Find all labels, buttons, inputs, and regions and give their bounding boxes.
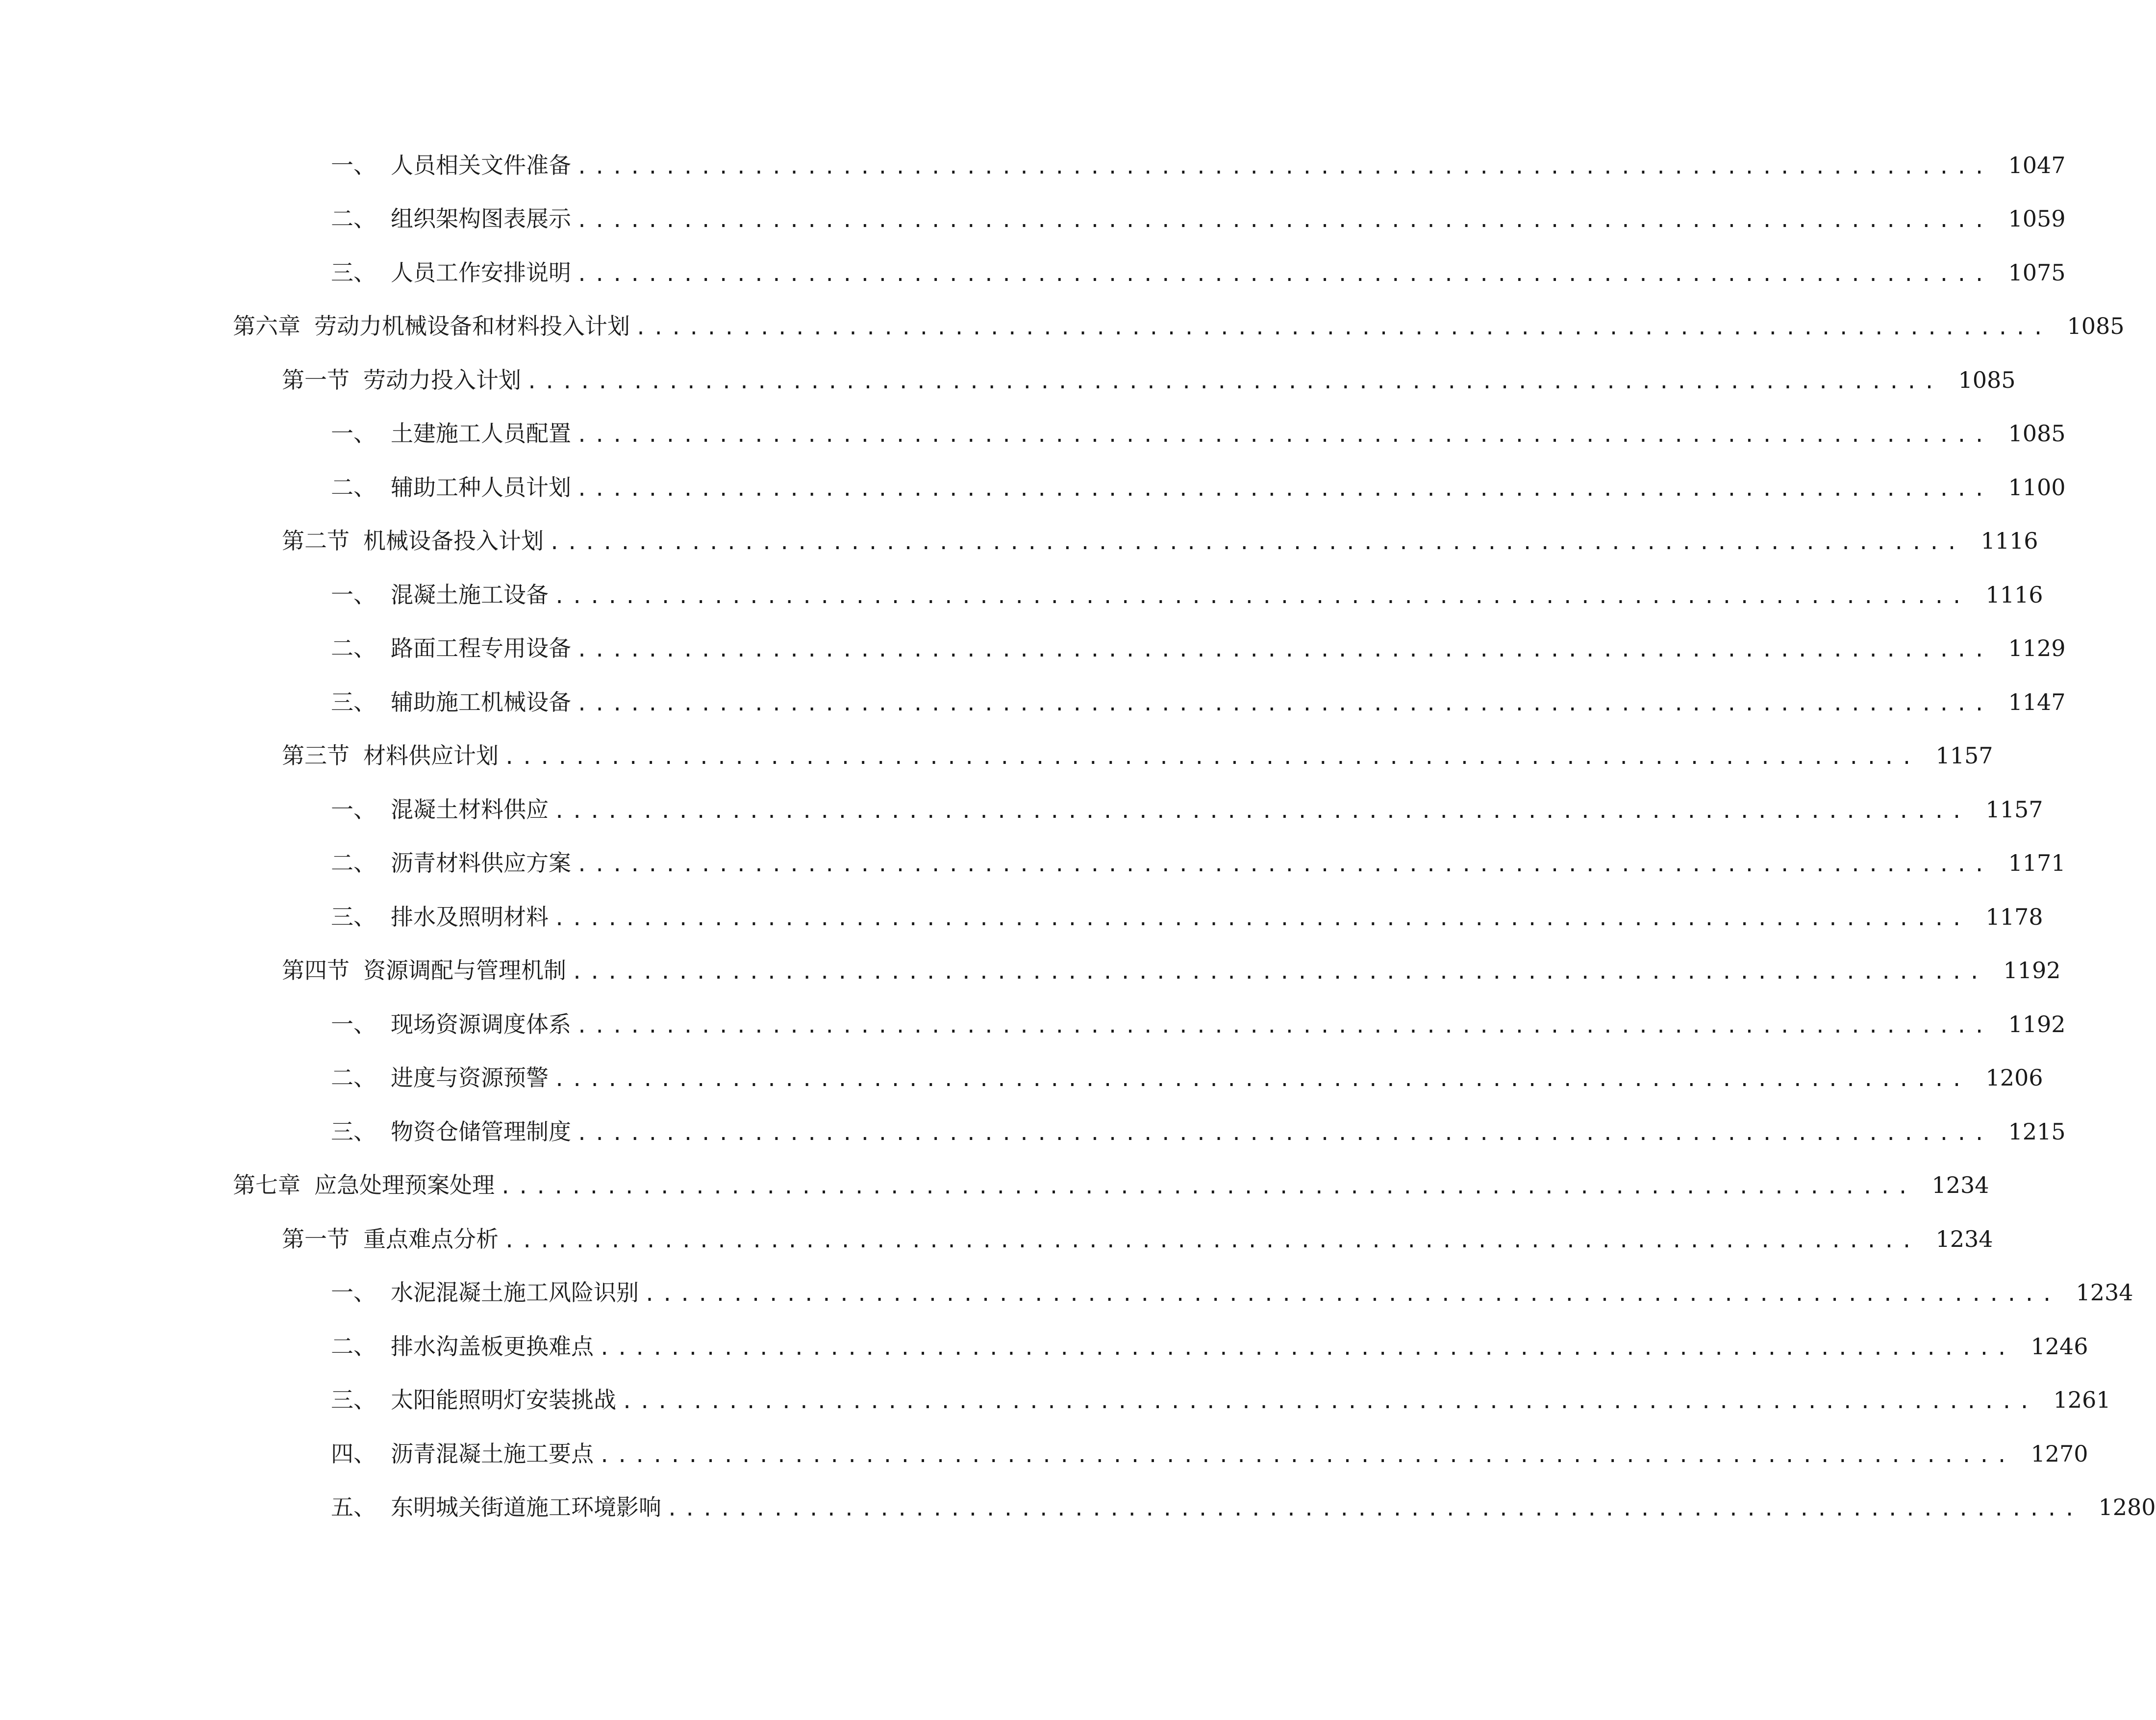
toc-entry-page-number: 1059 [2008,205,2066,232]
toc-entry-number: 三、 [331,259,376,286]
toc-entry-number: 第七章 [233,1172,301,1199]
toc-entry-title: 东明城关街道施工环境影响 [391,1494,661,1521]
toc-entry-title: 路面工程专用设备 [391,635,571,662]
toc-entry-page-number: 1085 [1958,366,2016,393]
toc-entry-page-number: 1085 [2067,313,2125,340]
toc-entry[interactable] [0,568,2043,622]
toc-entry[interactable] [0,1159,1989,1213]
toc-dot-leader: ................................................................................ [635,317,2050,340]
toc-dot-leader: ................................................................................ [576,1014,1991,1037]
toc-entry[interactable] [0,1105,2066,1159]
toc-entry-title: 劳动力机械设备和材料投入计划 [314,313,630,340]
toc-entry-page-number: 1129 [2008,635,2066,662]
toc-entry-page-number: 1261 [2053,1387,2111,1414]
toc-dot-leader: ................................................................................ [576,692,1991,715]
toc-dot-leader: ................................................................................ [553,585,1969,608]
toc-entry-page-number: 1147 [2008,688,2066,715]
toc-dot-leader: ................................................................................ [576,209,1991,232]
toc-entry[interactable] [0,1427,2088,1481]
toc-entry[interactable] [0,729,1993,783]
toc-dot-leader: ................................................................................ [576,1122,1991,1145]
toc-entry[interactable] [0,514,2038,568]
toc-dot-leader: ................................................................................ [576,478,1991,501]
toc-entry-title: 人员工作安排说明 [391,259,571,286]
toc-entry-page-number: 1192 [2008,1011,2066,1037]
toc-entry[interactable] [0,1051,2043,1105]
toc-entry-title: 水泥混凝土施工风险识别 [391,1279,639,1306]
toc-entry-number: 二、 [331,205,376,232]
toc-entry-title: 人员相关文件准备 [391,152,571,178]
toc-entry-page-number: 1100 [2008,474,2066,501]
toc-dot-leader: ................................................................................ [503,1229,1919,1252]
toc-entry-number: 三、 [331,1118,376,1145]
toc-entry-page-number: 1047 [2008,152,2066,178]
toc-entry-number: 四、 [331,1440,376,1467]
toc-entry-page-number: 1270 [2031,1440,2088,1467]
toc-entry-page-number: 1234 [2076,1279,2133,1306]
toc-entry-page-number: 1206 [1985,1064,2043,1091]
toc-entry-page-number: 1246 [2031,1333,2088,1360]
toc-dot-leader: ................................................................................ [549,531,1964,555]
toc-entry-title: 机械设备投入计划 [363,528,544,555]
toc-entry-number: 第二节 [282,528,350,555]
toc-entry-page-number: 1192 [2003,957,2061,984]
toc-entry-number: 一、 [331,152,376,178]
toc-entry[interactable] [0,836,2066,890]
toc-entry-title: 辅助工种人员计划 [391,474,571,501]
toc-entry[interactable] [0,783,2043,836]
toc-entry[interactable] [0,890,2043,944]
toc-dot-leader: ................................................................................ [621,1391,2036,1414]
toc-entry-title: 太阳能照明灯安装挑战 [391,1387,616,1414]
toc-entry-title: 物资仓储管理制度 [391,1118,571,1145]
toc-entry-number: 一、 [331,581,376,608]
toc-dot-leader: ................................................................................ [576,639,1991,662]
toc-entry-number: 第三节 [282,742,350,769]
toc-entry-title: 排水及照明材料 [391,903,549,930]
toc-entry-number: 第四节 [282,957,350,984]
toc-dot-leader: ................................................................................ [571,961,1986,984]
toc-entry-title: 组织架构图表展示 [391,205,571,232]
toc-entry[interactable] [0,353,2016,407]
toc-entry-page-number: 1178 [1985,903,2043,930]
toc-entry-page-number: 1116 [1985,581,2043,608]
toc-dot-leader: ................................................................................ [576,424,1991,447]
toc-entry-page-number: 1157 [1985,796,2043,823]
toc-entry-title: 劳动力投入计划 [363,366,521,393]
toc-entry[interactable] [0,246,2066,300]
toc-dot-leader: ................................................................................ [599,1337,2014,1360]
toc-entry[interactable] [0,300,2125,354]
toc-entry-number: 二、 [331,635,376,662]
toc-entry[interactable] [0,944,2061,998]
toc-entry-page-number: 1085 [2008,420,2066,447]
toc-entry[interactable] [0,622,2066,676]
toc-entry-page-number: 1280 [2098,1494,2156,1521]
toc-entry-number: 三、 [331,688,376,715]
toc-dot-leader: ................................................................................ [576,155,1991,178]
toc-entry-title: 现场资源调度体系 [391,1011,571,1037]
toc-dot-leader: ................................................................................ [666,1498,2081,1521]
toc-dot-leader: ................................................................................ [553,800,1969,823]
toc-entry[interactable] [0,407,2066,461]
toc-dot-leader: ................................................................................ [500,1176,1915,1199]
toc-entry-title: 土建施工人员配置 [391,420,571,447]
toc-entry-number: 一、 [331,1279,376,1306]
toc-dot-leader: ................................................................................ [599,1444,2014,1467]
toc-entry-number: 二、 [331,1333,376,1360]
toc-dot-leader: ................................................................................ [503,746,1919,769]
toc-entry-title: 进度与资源预警 [391,1064,549,1091]
toc-entry-title: 应急处理预案处理 [314,1172,495,1199]
toc-entry-title: 混凝土材料供应 [391,796,549,823]
toc-entry[interactable] [0,997,2066,1051]
toc-entry-page-number: 1215 [2008,1118,2066,1145]
toc-entry[interactable] [0,1212,1993,1266]
toc-entry-number: 第六章 [233,313,301,340]
toc-entry[interactable] [0,192,2066,246]
toc-entry-title: 沥青材料供应方案 [391,850,571,877]
toc-entry-page-number: 1234 [1935,1225,1993,1252]
toc-entry-page-number: 1171 [2008,850,2066,877]
toc-entry-number: 三、 [331,1387,376,1414]
toc-dot-leader: ................................................................................ [553,1068,1969,1091]
toc-entry[interactable] [0,1266,2133,1320]
toc-entry-title: 资源调配与管理机制 [363,957,566,984]
toc-dot-leader: ................................................................................ [644,1283,2059,1306]
toc-entry[interactable] [0,138,2066,192]
toc-entry-title: 辅助施工机械设备 [391,688,571,715]
toc-entry[interactable] [0,460,2066,514]
toc-entry-title: 排水沟盖板更换难点 [391,1333,594,1360]
toc-entry[interactable] [0,1373,2111,1427]
toc-entry-title: 混凝土施工设备 [391,581,549,608]
toc-dot-leader: ................................................................................ [526,370,1941,393]
table-of-contents [0,138,2156,1534]
toc-dot-leader: ................................................................................ [553,907,1969,930]
toc-entry-page-number: 1075 [2008,259,2066,286]
toc-dot-leader: ................................................................................ [576,854,1991,877]
toc-entry-title: 沥青混凝土施工要点 [391,1440,594,1467]
toc-entry-page-number: 1234 [1931,1172,1989,1199]
toc-entry-title: 材料供应计划 [363,742,499,769]
toc-entry-title: 重点难点分析 [363,1225,499,1252]
toc-entry-page-number: 1116 [1981,528,2038,555]
toc-entry-number: 一、 [331,1011,376,1037]
toc-entry[interactable] [0,1481,2156,1535]
toc-entry-number: 二、 [331,474,376,501]
toc-entry-number: 五、 [331,1494,376,1521]
toc-entry[interactable] [0,675,2066,729]
toc-entry-number: 第一节 [282,1225,350,1252]
toc-entry-number: 一、 [331,420,376,447]
toc-entry-number: 二、 [331,1064,376,1091]
toc-entry-number: 二、 [331,850,376,877]
toc-entry[interactable] [0,1319,2088,1373]
toc-entry-number: 一、 [331,796,376,823]
toc-dot-leader: ................................................................................ [576,263,1991,286]
toc-entry-page-number: 1157 [1935,742,1993,769]
toc-entry-number: 三、 [331,903,376,930]
toc-entry-number: 第一节 [282,366,350,393]
